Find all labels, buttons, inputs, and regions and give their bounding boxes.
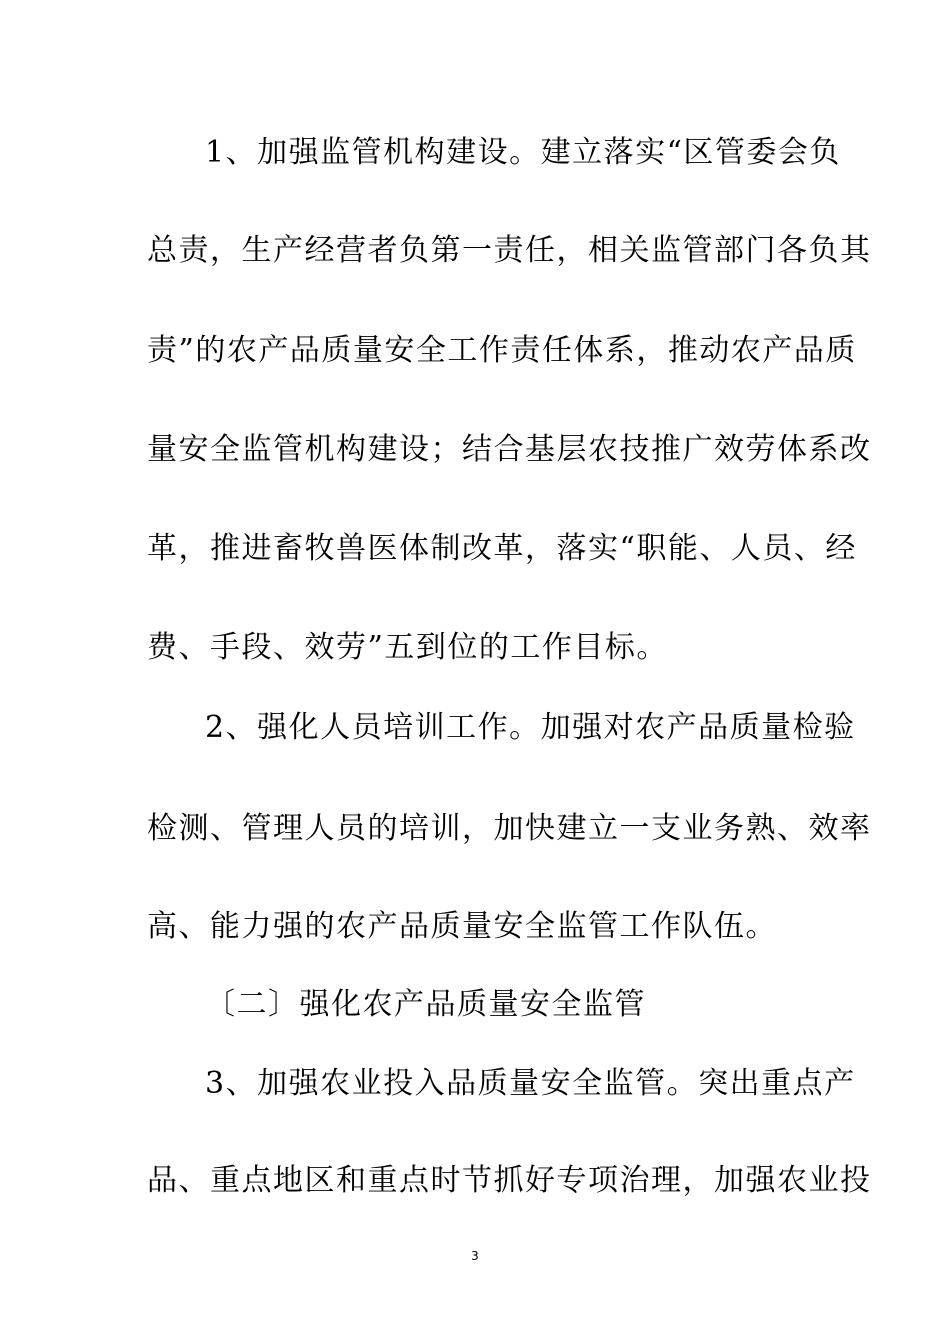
page-number: 3: [471, 1249, 479, 1263]
paragraph-3-line-1: 3、加强农业投入品质量安全监管。突出重点产: [205, 1066, 856, 1101]
paragraph-2-line-1: 2、强化人员培训工作。加强对农产品质量检验: [205, 710, 856, 745]
paragraph-3-line-2: 品、重点地区和重点时节抓好专项治理，加强农业投: [147, 1163, 872, 1198]
paragraph-2-line-3: 高、能力强的农产品质量安全监管工作队伍。: [147, 909, 777, 944]
paragraph-1-line-6: 费、手段、效劳”五到位的工作目标。: [147, 630, 668, 665]
paragraph-1-line-4: 量安全监管机构建设；结合基层农技推广效劳体系改: [147, 432, 872, 467]
paragraph-1-line-5: 革，推进畜牧兽医体制改革，落实“职能、人员、经: [147, 531, 857, 566]
paragraph-1-line-2: 总责，生产经营者负第一责任，相关监管部门各负其: [147, 233, 872, 268]
paragraph-2-line-2: 检测、管理人员的培训，加快建立一支业务熟、效率: [147, 811, 872, 846]
paragraph-1-line-1: 1、加强监管机构建设。建立落实“区管委会负: [205, 135, 841, 170]
paragraph-1-line-3: 责”的农产品质量安全工作责任体系，推动农产品质: [147, 333, 857, 368]
section-heading: 〔二〕强化农产品质量安全监管: [205, 987, 646, 1022]
